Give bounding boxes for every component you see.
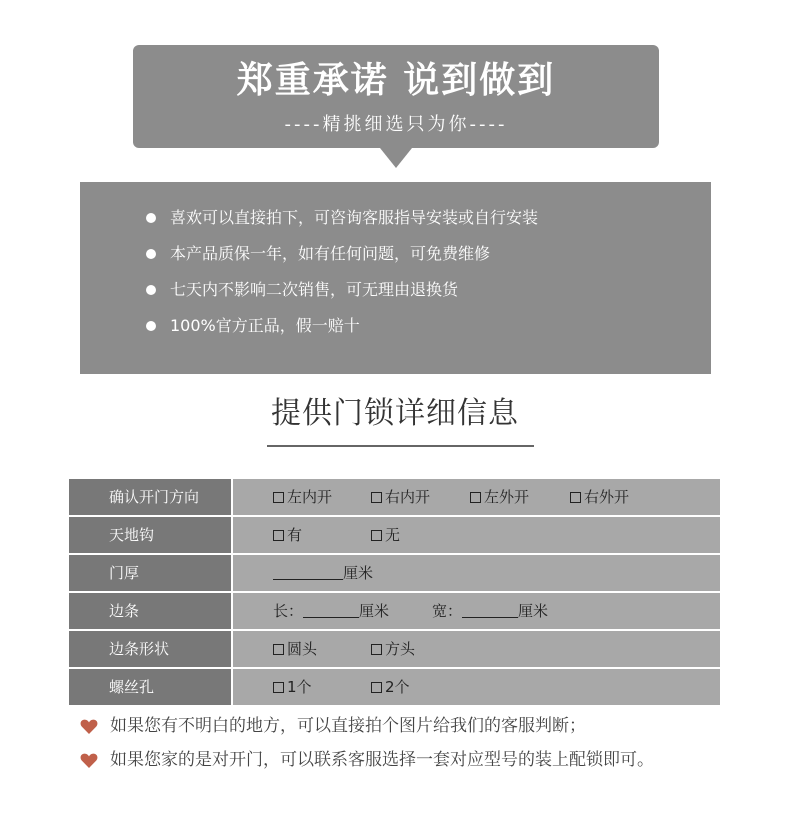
- table-row: [69, 555, 720, 591]
- option-left-inward[interactable]: 左内开: [273, 479, 332, 515]
- row-label-screw-holes: 螺丝孔: [69, 669, 231, 705]
- banner-title: 郑重承诺 说到做到: [236, 60, 556, 101]
- row-value-screw-holes: [233, 669, 720, 705]
- checkbox-icon[interactable]: [470, 492, 481, 503]
- row-value-hook: [233, 517, 720, 553]
- checkbox-icon[interactable]: [570, 492, 581, 503]
- note-text: 如果您家的是对开门，可以联系客服选择一套对应型号的装上配锁即可。: [110, 750, 654, 770]
- edge-width-field[interactable]: 宽： 厘米: [432, 602, 549, 620]
- option-two-holes[interactable]: 2个: [371, 669, 410, 705]
- row-value-edge-shape: [233, 631, 720, 667]
- note-text: 如果您有不明白的地方，可以直接拍个图片给我们的客服判断；: [110, 716, 586, 736]
- banner-subtitle: ----精挑细选只为你----: [284, 114, 508, 135]
- option-left-outward[interactable]: 左外开: [470, 479, 529, 515]
- banner-pointer: [380, 148, 412, 168]
- table-row: [69, 593, 720, 629]
- row-value-door-thickness: [233, 555, 720, 591]
- bullet-icon: [146, 213, 156, 223]
- checkbox-icon[interactable]: [371, 682, 382, 693]
- promise-text: 喜欢可以直接拍下，可咨询客服指导安装或自行安装: [170, 208, 539, 227]
- promise-text: 本产品质保一年，如有任何问题，可免费维修: [170, 244, 491, 263]
- section-title: 提供门锁详细信息: [271, 396, 519, 431]
- note-item: [78, 713, 654, 739]
- note-item: [78, 747, 654, 773]
- section-underline: [267, 445, 534, 447]
- bullet-icon: [146, 321, 156, 331]
- row-label-door-thickness: 门厚: [69, 555, 231, 591]
- door-thickness-field[interactable]: 厘米: [273, 555, 373, 591]
- checkbox-icon[interactable]: [273, 644, 284, 655]
- checkbox-icon[interactable]: [273, 682, 284, 693]
- heart-icon: [80, 753, 98, 769]
- bullet-icon: [146, 249, 156, 259]
- row-label-hook: 天地钩: [69, 517, 231, 553]
- promise-item: [146, 316, 538, 336]
- checkbox-icon[interactable]: [273, 492, 284, 503]
- blank-line[interactable]: [462, 603, 518, 618]
- blank-line[interactable]: [303, 603, 359, 618]
- option-hook-yes[interactable]: 有: [273, 517, 302, 553]
- option-right-inward[interactable]: 右内开: [371, 479, 430, 515]
- promise-banner: [133, 45, 659, 148]
- table-row: [69, 631, 720, 667]
- promise-box: [80, 182, 711, 374]
- table-row: [69, 517, 720, 553]
- edge-length-field[interactable]: 长： 厘米: [273, 602, 390, 620]
- row-value-edge-strip: [233, 593, 720, 629]
- option-round-head[interactable]: 圆头: [273, 631, 317, 667]
- heart-icon: [80, 719, 98, 735]
- checkbox-icon[interactable]: [371, 492, 382, 503]
- blank-line[interactable]: [273, 565, 343, 580]
- promise-text: 七天内不影响二次销售，可无理由退换货: [170, 280, 459, 299]
- promise-list: [146, 208, 538, 352]
- checkbox-icon[interactable]: [371, 530, 382, 541]
- row-label-edge-shape: 边条形状: [69, 631, 231, 667]
- option-square-head[interactable]: 方头: [371, 631, 415, 667]
- promise-item: [146, 280, 538, 300]
- option-one-hole[interactable]: 1个: [273, 669, 312, 705]
- promise-text: 100%官方正品，假一赔十: [170, 316, 360, 335]
- table-row: [69, 669, 720, 705]
- option-hook-no[interactable]: 无: [371, 517, 400, 553]
- lock-info-table: [69, 479, 720, 707]
- notes: [78, 713, 654, 781]
- promise-item: [146, 244, 538, 264]
- checkbox-icon[interactable]: [371, 644, 382, 655]
- row-label-door-direction: 确认开门方向: [69, 479, 231, 515]
- table-row: [69, 479, 720, 515]
- checkbox-icon[interactable]: [273, 530, 284, 541]
- row-label-edge-strip: 边条: [69, 593, 231, 629]
- option-right-outward[interactable]: 右外开: [570, 479, 629, 515]
- promise-item: [146, 208, 538, 228]
- row-value-door-direction: [233, 479, 720, 515]
- bullet-icon: [146, 285, 156, 295]
